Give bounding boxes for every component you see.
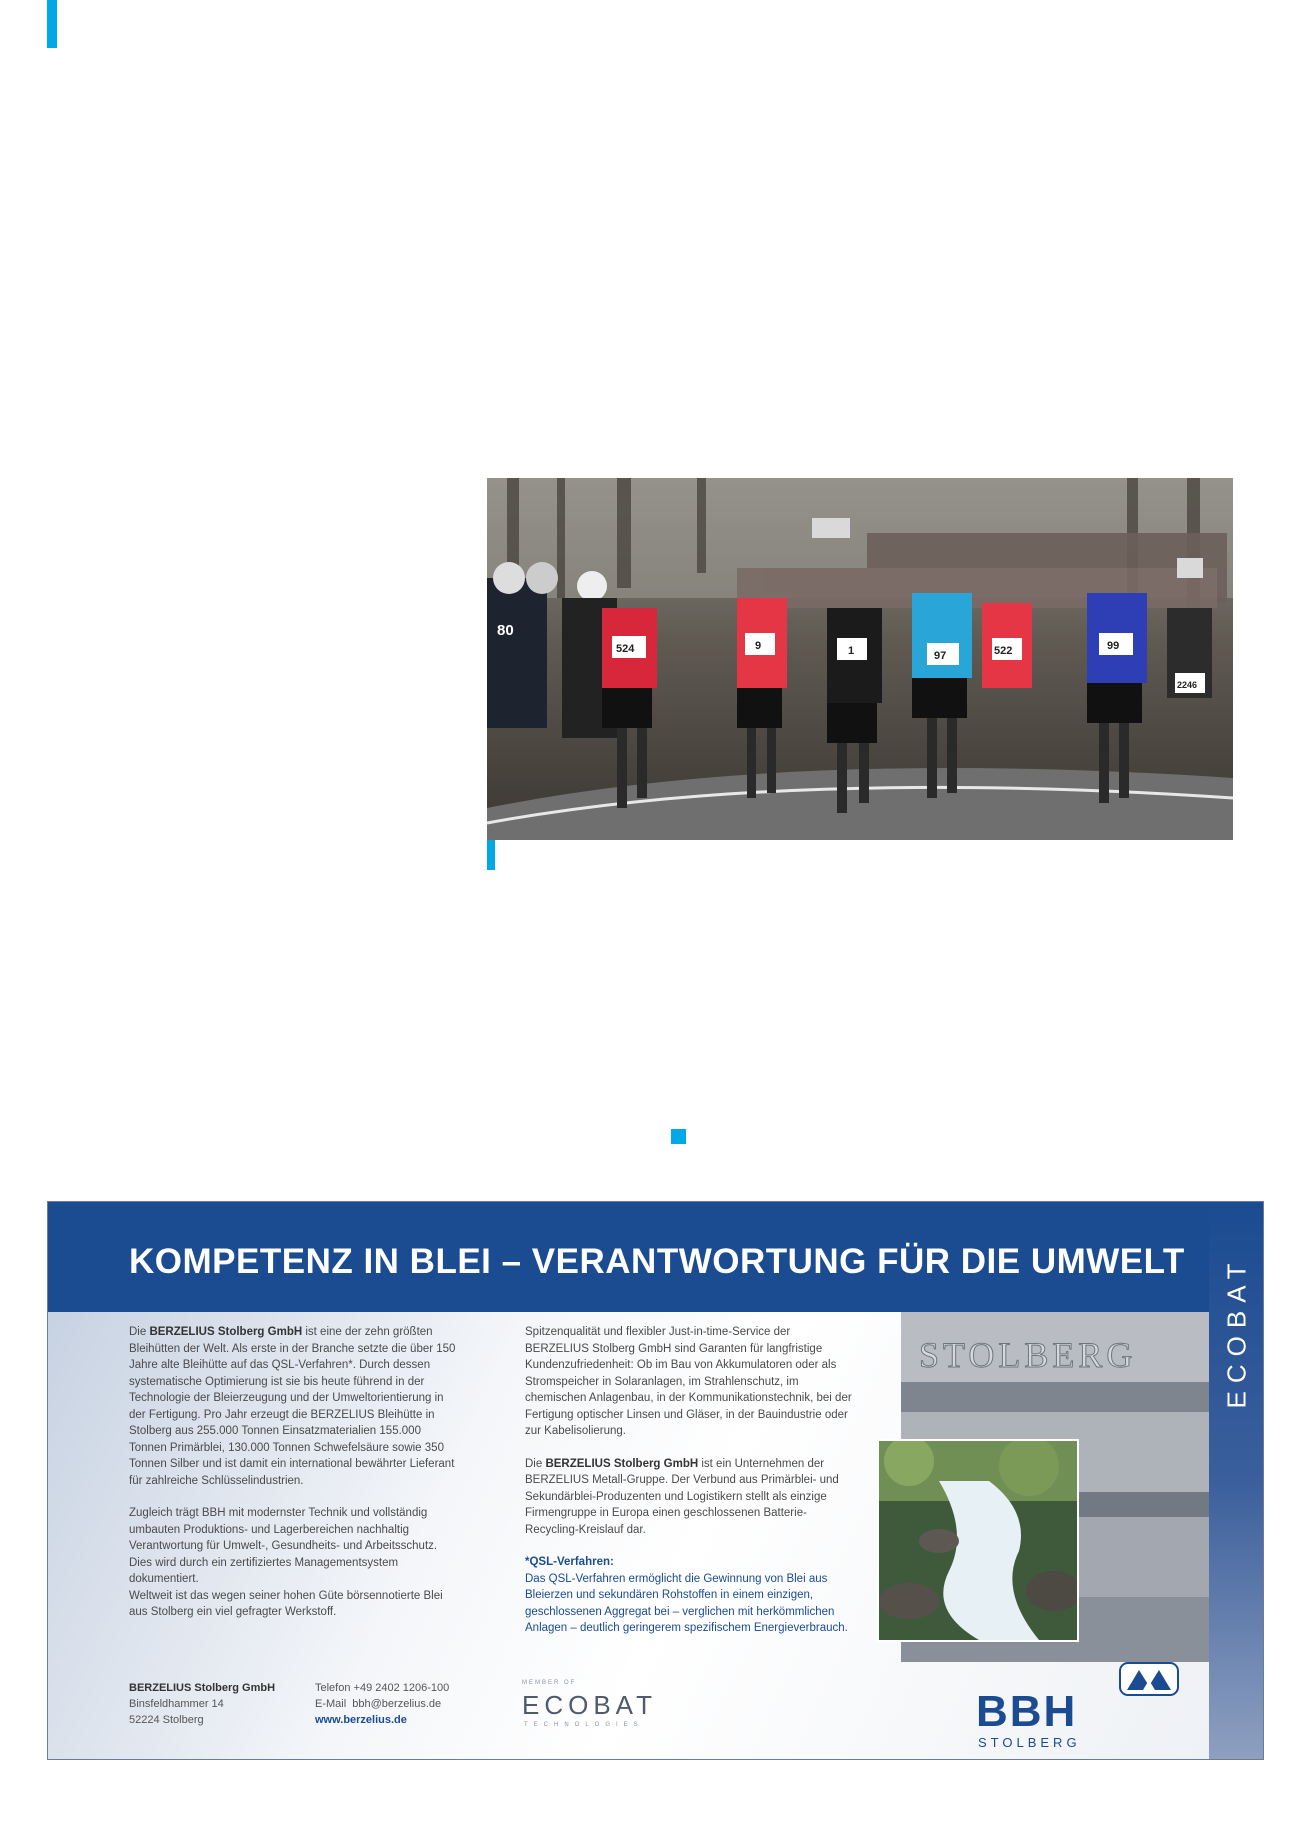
ecobat-side-band [1209, 1202, 1264, 1760]
col2-p2-post: ist ein Unternehmen der BERZELIUS Metall-Gruppe. Der Verbund aus Primärblei- und Sekundärblei-Produzenten und Logistikern stellt als einzige Firmengruppe in Europa einen geschlossenen Batterie-Recycling-Kreislauf dar. [525, 1457, 839, 1536]
bib-2: 9 [755, 640, 762, 652]
runners-photo [487, 478, 1233, 840]
stone-inscription: STOLBERG [919, 1335, 1137, 1375]
qsl-text: Das QSL-Verfahren ermöglicht die Gewinnung von Blei aus Bleierzen und sekundären Rohstoffen in einem einzigen, geschlossenen Aggregat bei – verglichen mit herkömmlichen Anlagen – deutlich geringerem spezifischem Energieverbrauch. [525, 1572, 848, 1634]
col2-paragraph-2 [525, 1456, 855, 1539]
contact-city: 52224 Stolberg [129, 1714, 204, 1726]
col2-p2-pre: Die [525, 1457, 546, 1470]
col2-p2-company: BERZELIUS Stolberg GmbH [545, 1457, 699, 1470]
caption-accent-bar [487, 840, 495, 870]
contact-channels [315, 1680, 449, 1728]
bib-3: 1 [848, 645, 855, 657]
bbh-logo-subtitle: STOLBERG [978, 1735, 1081, 1750]
qsl-title: *QSL-Verfahren: [525, 1556, 614, 1568]
ecobat-logo: ECOBAT [522, 1690, 657, 1720]
contact-street: Binsfeldhammer 14 [129, 1698, 224, 1710]
bib-4: 97 [934, 650, 947, 662]
bib-1: 524 [616, 643, 635, 655]
col2-paragraph-1: Spitzenqualität und flexibler Just-in-time-Service der BERZELIUS Stolberg GmbH sind Garanten für langfristige Kundenzufriedenheit: Ob im Bau von Akkumulatoren oder als Stromspeicher in Solaranlagen, im Strahlenschutz, im chemischen Anlagenbau, in der Kommunikationstechnik, bei der Fertigung optischer Linsen und Gläser, in der Bauindustrie oder zur Kabelisolierung. [525, 1326, 852, 1437]
bib-7: 2246 [1177, 680, 1198, 690]
contact-company: BERZELIUS Stolberg GmbH [129, 1682, 276, 1694]
article-end-marker [671, 1129, 686, 1144]
ad-text-column-2 [525, 1324, 855, 1637]
contact-address [129, 1680, 275, 1728]
accent-bar-top [47, 0, 57, 48]
ecobat-member-label: MEMBER OF [522, 1680, 577, 1686]
bbh-logo: BBH [976, 1687, 1078, 1736]
col1-p1-company: BERZELIUS Stolberg GmbH [149, 1326, 303, 1338]
col1-paragraph-3: Weltweit ist das wegen seiner hohen Güte börsennotierte Blei aus Stolberg ein viel gefragter Werkstoff. [129, 1589, 443, 1618]
ecobat-side-label: ECOBAT [1221, 1255, 1252, 1409]
ecobat-logo-subtitle: TECHNOLOGIES [524, 1722, 644, 1728]
contact-email[interactable]: E-Mail bbh@berzelius.de [315, 1698, 442, 1710]
stream-image [877, 1439, 1079, 1642]
bbh-logo-mark-icon [1119, 1662, 1179, 1696]
ad-headline: KOMPETENZ IN BLEI – VERANTWORTUNG FÜR DIE UMWELT [129, 1242, 1185, 1281]
bib-6: 99 [1107, 640, 1120, 652]
contact-phone: Telefon +49 2402 1206-100 [315, 1682, 450, 1694]
ad-text-column-1 [129, 1324, 459, 1637]
col1-paragraph-2 [129, 1505, 459, 1588]
col1-paragraph-1 [129, 1324, 459, 1489]
col1-p2: Zugleich trägt BBH mit modernster Technik und vollständig umbauten Produktions- und Lagerbereichen nachhaltig Verantwortung für Umwelt-, Gesundheits- und Arbeitsschutz. Dies wird durch ein zertifiziertes Managementsystem dokumentiert. [129, 1507, 438, 1585]
runners-photo-illustration [487, 478, 1233, 840]
bbh-advertisement [47, 1201, 1264, 1760]
bib-5: 522 [994, 645, 1013, 657]
contact-website-link[interactable]: www.berzelius.de [315, 1714, 407, 1726]
ad-header [48, 1202, 1209, 1312]
bib-8: 80 [497, 622, 514, 639]
col1-p1-post: ist eine der zehn größten Bleihütten der Welt. Als erste in der Branche setzte die über 150 Jahre alte Bleihütte auf das QSL-Verfahren*. Durch dessen systematische Optimierung ist sie bis heute führend in der Technologie der Bleierzeugung und der Umweltorientierung in der Fertigung. Pro Jahr erzeugt die BERZELIUS Bleihütte in Stolberg aus 255.000 Tonnen Einsatzmaterialien 155.000 Tonnen Primärblei, 130.000 Tonnen Schwefelsäure sowie 350 Tonnen Silber und ist damit ein international bewährter Lieferant für zahlreiche Schlüsselindustrien. [129, 1326, 456, 1487]
col1-p1-pre: Die [129, 1326, 150, 1338]
